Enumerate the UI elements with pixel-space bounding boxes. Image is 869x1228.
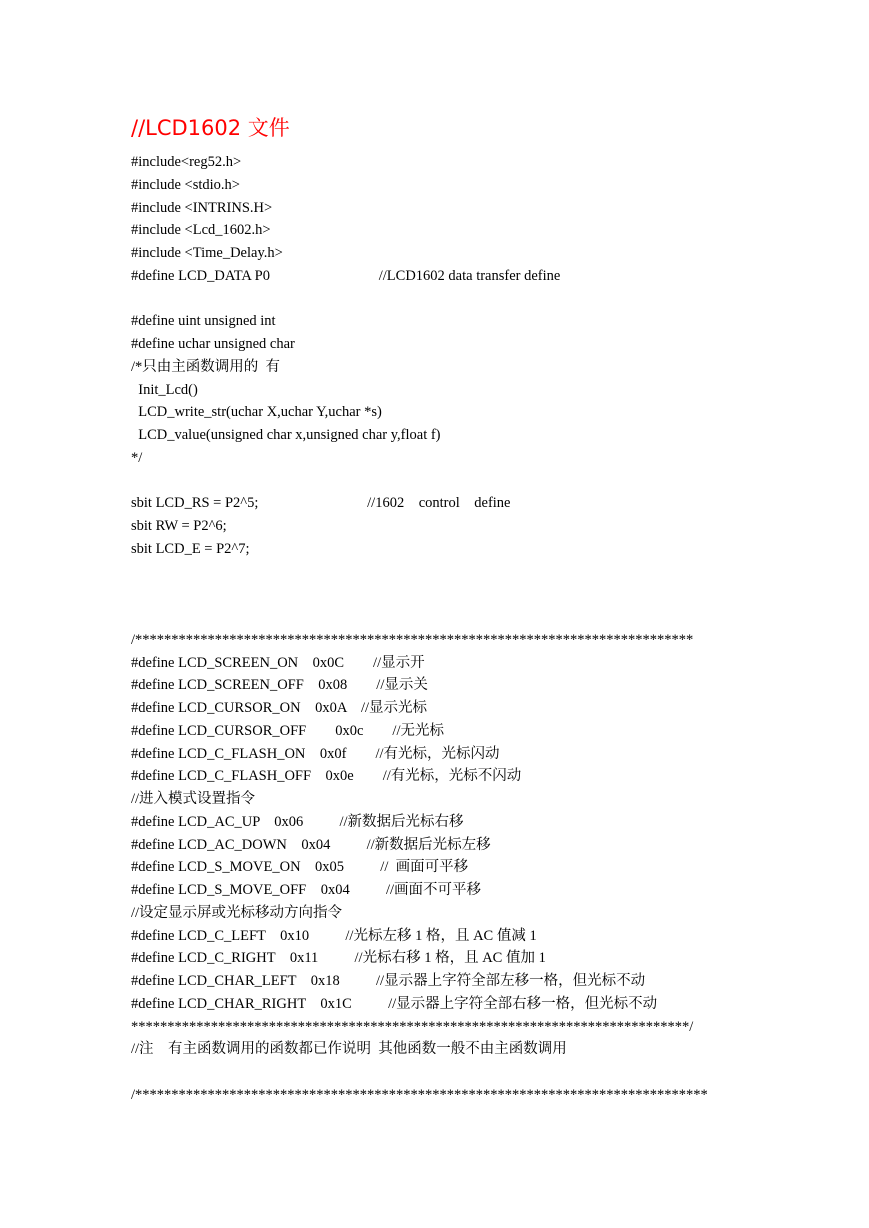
code-line: #define LCD_CHAR_RIGHT 0x1C //显示器上字符全部右移一格，但光标不动 [131,995,658,1012]
code-line: *****************************************************************************/ [131,1018,694,1035]
code-line: Init_Lcd() [131,381,198,398]
code-line: #define LCD_SCREEN_ON 0x0C //显示开 [131,654,425,671]
code-line: */ [131,449,143,466]
document-title: //LCD1602 文件 [131,116,290,140]
code-line: LCD_value(unsigned char x,unsigned char y,float f) [131,427,441,443]
code-line: #define LCD_CURSOR_ON 0x0A //显示光标 [131,700,428,716]
code-line: #define uint unsigned int [131,313,276,330]
code-line: sbit RW = P2^6; [131,518,227,534]
code-line: #include <Lcd_1602.h> [131,222,271,239]
code-line: /*只由主函数调用的 有 [131,358,281,375]
code-line: #include <INTRINS.H> [131,199,273,216]
code-line: sbit LCD_E = P2^7; [131,540,250,557]
code-line: #define LCD_AC_DOWN 0x04 //新数据后光标左移 [131,836,491,853]
code-line: #include <Time_Delay.h> [131,245,283,261]
code-line: #define LCD_DATA P0 //LCD1602 data transfer define [131,267,561,284]
code-line: #define LCD_CURSOR_OFF 0x0c //无光标 [131,722,444,739]
code-line: //进入模式设置指令 [131,791,256,807]
code-line: /******************************************************************************* [131,1086,708,1103]
code-line: /***************************************************************************** [131,631,694,648]
code-line: //设定显示屏或光标移动方向指令 [131,904,343,921]
code-line: sbit LCD_RS = P2^5; //1602 control define [131,495,511,512]
code-line: #define LCD_S_MOVE_OFF 0x04 //画面不可平移 [131,882,482,898]
code-line: #include<reg52.h> [131,154,242,170]
code-line: #define LCD_C_RIGHT 0x11 //光标右移 1 格，且 AC 值加 1 [131,950,546,967]
code-line: #define LCD_S_MOVE_ON 0x05 // 画面可平移 [131,859,469,876]
code-line: #define LCD_CHAR_LEFT 0x18 //显示器上字符全部左移一格，但光标不动 [131,973,646,989]
code-line: #include <stdio.h> [131,176,240,193]
code-line: #define LCD_AC_UP 0x06 //新数据后光标右移 [131,813,464,830]
code-line: #define LCD_SCREEN_OFF 0x08 //显示关 [131,677,428,694]
code-line: LCD_write_str(uchar X,uchar Y,uchar *s) [131,404,382,421]
code-line: #define LCD_C_FLASH_OFF 0x0e //有光标，光标不闪动 [131,768,522,785]
code-line: #define LCD_C_LEFT 0x10 //光标左移 1 格，且 AC 值减 1 [131,927,537,944]
code-line: #define LCD_C_FLASH_ON 0x0f //有光标，光标闪动 [131,745,500,762]
code-line: #define uchar unsigned char [131,336,295,352]
code-line: //注 有主函数调用的函数都已作说明 其他函数一般不由主函数调用 [131,1041,567,1058]
